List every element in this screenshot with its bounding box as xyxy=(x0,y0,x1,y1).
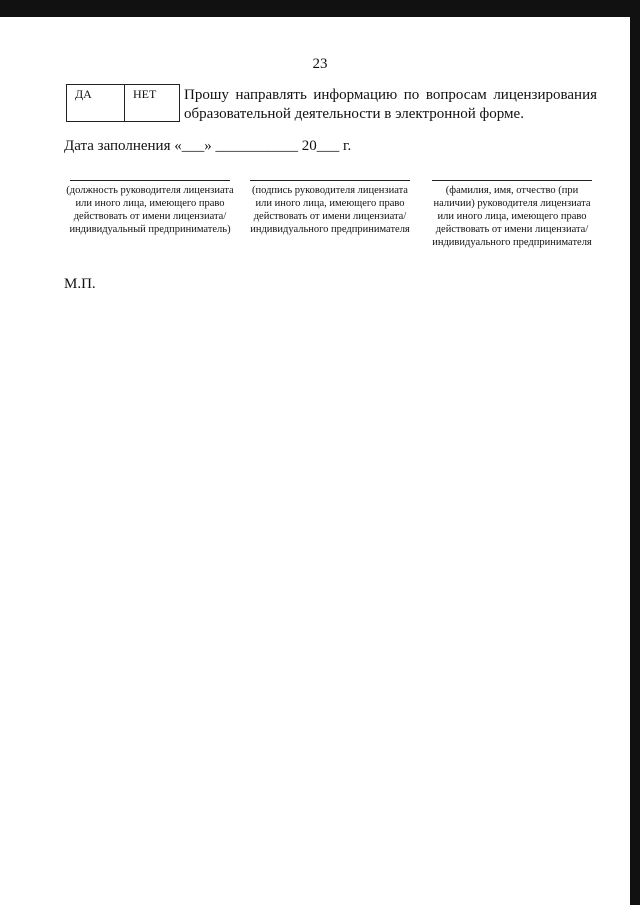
full-name-blank-line[interactable] xyxy=(432,180,592,181)
full-name-caption: (фамилия, имя, отчество (при наличии) руководителя лицензиата или иного лица, имеющего право действовать от имени лицензиата/индивидуального предпринимателя xyxy=(432,185,592,248)
signature-field xyxy=(246,176,414,236)
signature-caption: (подпись руководителя лицензиата или иного лица, имеющего право действовать от имени лицензиата/индивидуального предпринимателя xyxy=(250,185,410,235)
yes-no-choice-box xyxy=(66,84,180,122)
position-blank-line[interactable] xyxy=(70,180,230,181)
scan-right-border xyxy=(630,0,640,905)
position-caption: (должность руководителя лицензиата или иного лица, имеющего право действовать от имени лицензиата/индивидуальный предприниматель) xyxy=(66,185,234,235)
fill-date-line: Дата заполнения «___» ___________ 20___ г. xyxy=(64,138,352,154)
page-number: 23 xyxy=(312,56,328,72)
choice-yes-cell[interactable]: ДА xyxy=(67,85,125,121)
scan-top-border xyxy=(0,0,640,17)
seal-placeholder: М.П. xyxy=(64,276,96,292)
position-signature-field xyxy=(66,176,234,236)
choice-no-cell[interactable]: НЕТ xyxy=(133,87,157,101)
full-name-field xyxy=(428,176,596,249)
request-statement: Прошу направлять информацию по вопросам лицензирования образовательной деятельности в электронной форме. xyxy=(184,87,597,122)
signature-blank-line[interactable] xyxy=(250,180,410,181)
